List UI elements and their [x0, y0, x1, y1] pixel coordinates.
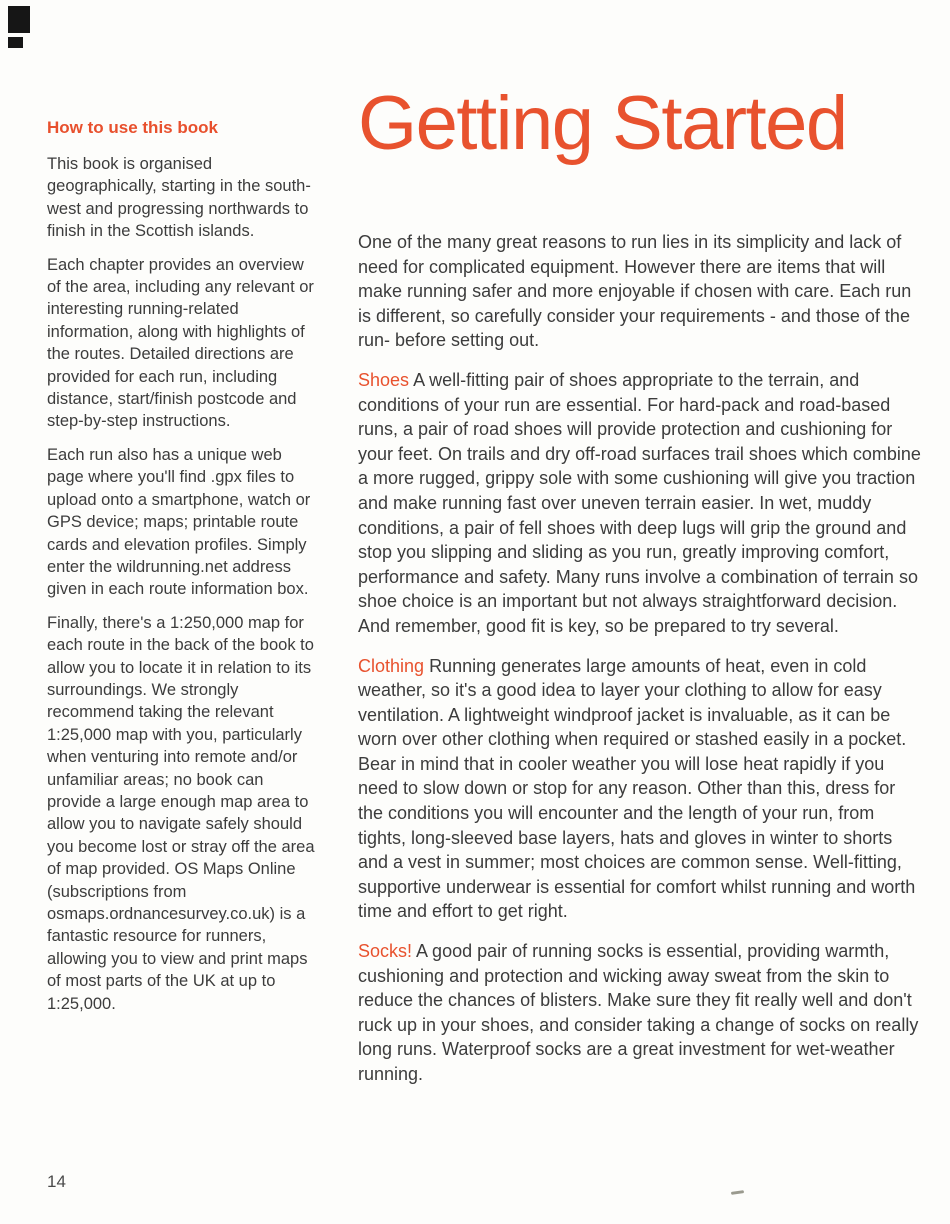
print-mark-bottom — [8, 37, 23, 48]
section-socks — [358, 939, 924, 1087]
section-shoes — [358, 368, 924, 639]
scan-artifact — [731, 1190, 744, 1195]
sidebar-paragraph-2: Each chapter provides an overview of the area, including any relevant or interesting running-related information, along with highlights of the routes. Detailed directions are provided for each run, including distance, start/finish postcode and step-by-step instructions. — [47, 255, 314, 431]
sidebar-heading: How to use this book — [47, 118, 218, 137]
section-text-socks: A good pair of running socks is essential, providing warmth, cushioning and protection and wicking away sweat from the skin to reduce the chances of blisters. Make sure they fit really well and don't ruck up in your shoes, and consider taking a change of socks on really long runs. Waterproof socks are a great investment for wet-weather running. — [358, 941, 919, 1084]
intro-paragraph: One of the many great reasons to run lies in its simplicity and lack of need for complicated equipment. However there are items that will make running safer and more enjoyable if chosen with care. Each run is different, so carefully consider your requirements - and those of the run- before setting out. — [358, 232, 912, 351]
print-mark-top — [8, 6, 30, 33]
page-title: Getting Started — [358, 81, 847, 166]
sidebar-paragraph-3: Each run also has a unique web page where you'll find .gpx files to upload onto a smartphone, watch or GPS device; maps; printable route cards and elevation profiles. Simply enter the wildrunning.net address given in each route information box. — [47, 445, 311, 599]
section-clothing — [358, 654, 924, 925]
section-label-socks: Socks! — [358, 941, 413, 962]
main-column — [358, 81, 924, 1102]
section-text-shoes: A well-fitting pair of shoes appropriate to the terrain, and conditions of your run are essential. For hard-pack and road-based runs, a pair of road shoes will provide protection and cushioning for your feet. On trails and dry off-road surfaces trail shoes which combine a more rugged, grippy sole with some cushioning will give you traction and make running fast over uneven terrain easier. In wet, muddy conditions, a pair of fell shoes with deep lugs will grip the ground and stop you slipping and sliding as you run, greatly improving comfort, performance and safety. Many runs involve a combination of terrain so shoe choice is an important but not always straightforward decision. And remember, good fit is key, so be prepared to try several. — [358, 369, 921, 636]
section-label-clothing: Clothing — [358, 655, 425, 676]
sidebar — [47, 118, 317, 1026]
sidebar-paragraph-1: This book is organised geographically, starting in the south-west and progressing northwards to finish in the Scottish islands. — [47, 155, 311, 241]
section-label-shoes: Shoes — [358, 369, 410, 390]
sidebar-paragraph-4: Finally, there's a 1:250,000 map for each route in the back of the book to allow you to locate it in relation to its surroundings. We strongly recommend taking the relevant 1:25,000 map with you, particularly when venturing into remote and/or unfamiliar areas; no book can provide a large enough map area to allow you to navigate safely should you become lost or stray off the area of map provided. OS Maps Online (subscriptions from osmaps.ordnancesurvey.co.uk) is a fantastic resource for runners, allowing you to view and print maps of most parts of the UK at up to 1:25,000. — [47, 613, 315, 1013]
page-number: 14 — [47, 1172, 66, 1191]
section-text-clothing: Running generates large amounts of heat, even in cold weather, so it's a good idea to layer your clothing to allow for easy ventilation. A lightweight windproof jacket is invaluable, as it can be worn over other clothing when required or stashed easily in a pocket. Bear in mind that in cooler weather you will lose heat rapidly if you need to slow down or stop for any reason. Other than this, dress for the conditions you will encounter and the length of your run, from tights, long-sleeved base layers, hats and gloves in winter to shorts and a vest in summer; most choices are common sense. Well-fitting, supportive underwear is essential for comfort whilst running and worth time and effort to get right. — [358, 655, 916, 922]
